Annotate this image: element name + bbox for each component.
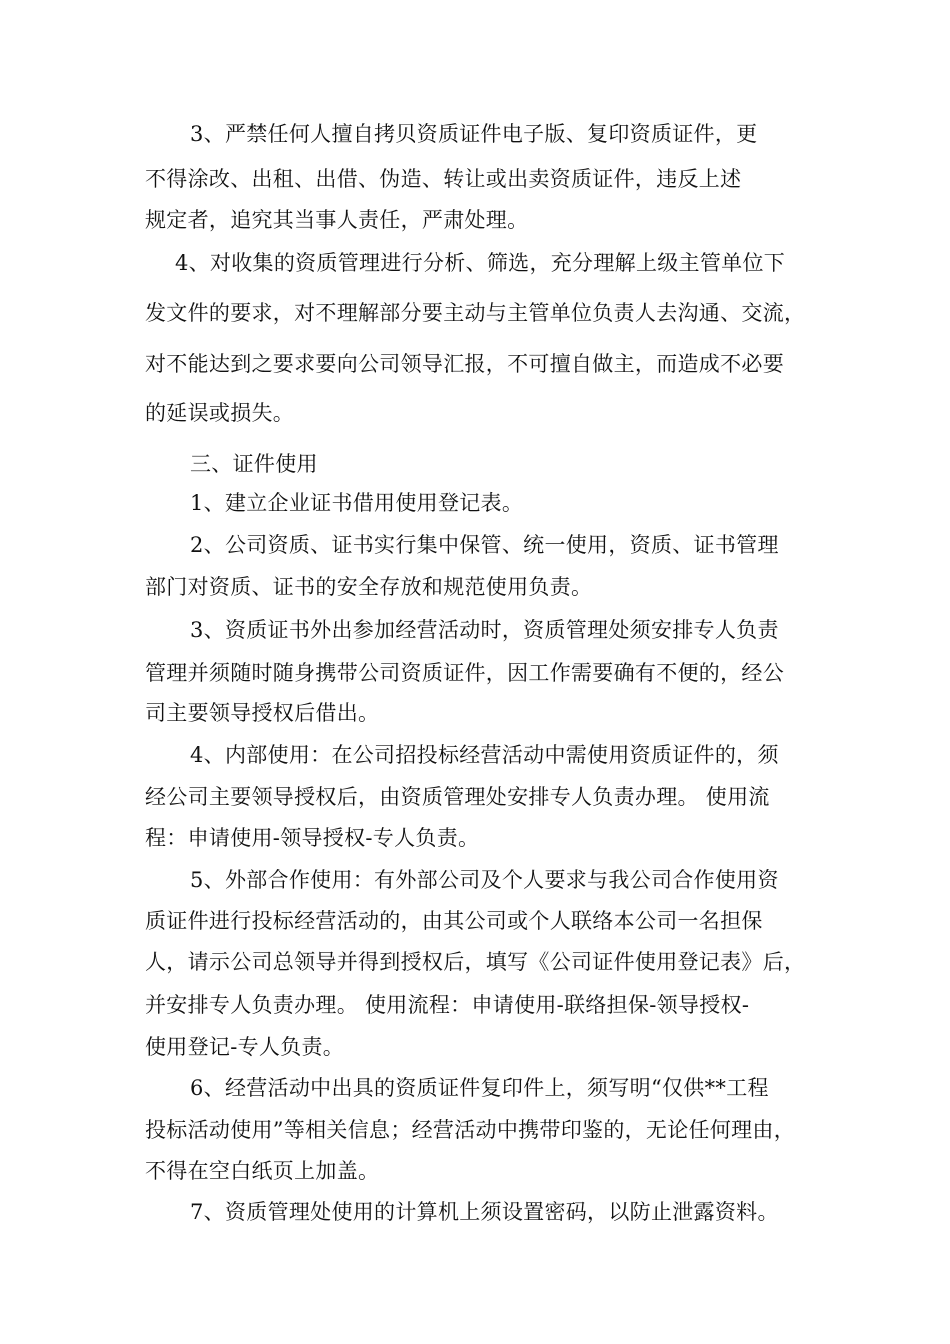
paragraph-line: 部门对资质、证书的安全存放和规范使用负责。 — [145, 575, 593, 599]
paragraph-line: 不得在空白纸页上加盖。 — [145, 1159, 380, 1183]
paragraph-line: 3、资质证书外出参加经营活动时，资质管理处须安排专人负责 — [190, 618, 779, 642]
paragraph-line: 7、资质管理处使用的计算机上须设置密码，以防止泄露资料。 — [190, 1200, 779, 1224]
paragraph-line: 司主要领导授权后借出。 — [145, 701, 380, 725]
paragraph-line: 发文件的要求，对不理解部分要主动与主管单位负责人去沟通、交流， — [145, 301, 806, 325]
paragraph-line: 的延误或损失。 — [145, 401, 295, 425]
section-heading-line: 三、证件使用 — [190, 452, 318, 476]
paragraph-line: 人，请示公司总领导并得到授权后，填写《公司证件使用登记表》后， — [145, 950, 806, 974]
paragraph-line: 1、建立企业证书借用使用登记表。 — [190, 491, 524, 515]
paragraph-line: 4、对收集的资质管理进行分析、筛选，充分理解上级主管单位下 — [175, 251, 786, 275]
paragraph-line: 5、外部合作使用：有外部公司及个人要求与我公司合作使用资 — [190, 868, 779, 892]
paragraph-line: 6、经营活动中出具的资质证件复印件上，须写明“仅供**工程 — [190, 1076, 769, 1100]
paragraph-line: 投标活动使用”等相关信息；经营活动中携带印鉴的，无论任何理由， — [145, 1118, 796, 1142]
paragraph-line: 不得涂改、出租、出借、伪造、转让或出卖资质证件，违反上述 — [145, 167, 742, 191]
paragraph-line: 3、严禁任何人擅自拷贝资质证件电子版、复印资质证件，更 — [190, 122, 758, 146]
paragraph-line: 管理并须随时随身携带公司资质证件，因工作需要确有不便的，经公 — [145, 661, 784, 685]
paragraph-line: 2、公司资质、证书实行集中保管、统一使用，资质、证书管理 — [190, 533, 779, 557]
paragraph-line: 使用登记-专人负责。 — [145, 1035, 345, 1059]
paragraph-line: 规定者，追究其当事人责任，严肃处理。 — [145, 208, 529, 232]
paragraph-line: 并安排专人负责办理。 使用流程：申请使用-联络担保-领导授权- — [145, 993, 750, 1017]
paragraph-line: 质证件进行投标经营活动的，由其公司或个人联络本公司一名担保 — [145, 909, 763, 933]
paragraph-line: 程：申请使用-领导授权-专人负责。 — [145, 826, 480, 850]
paragraph-line: 对不能达到之要求要向公司领导汇报，不可擅自做主，而造成不必要 — [145, 352, 784, 376]
paragraph-line: 4、内部使用：在公司招投标经营活动中需使用资质证件的，须 — [190, 743, 779, 767]
paragraph-line: 经公司主要领导授权后，由资质管理处安排专人负责办理。 使用流 — [145, 785, 770, 809]
